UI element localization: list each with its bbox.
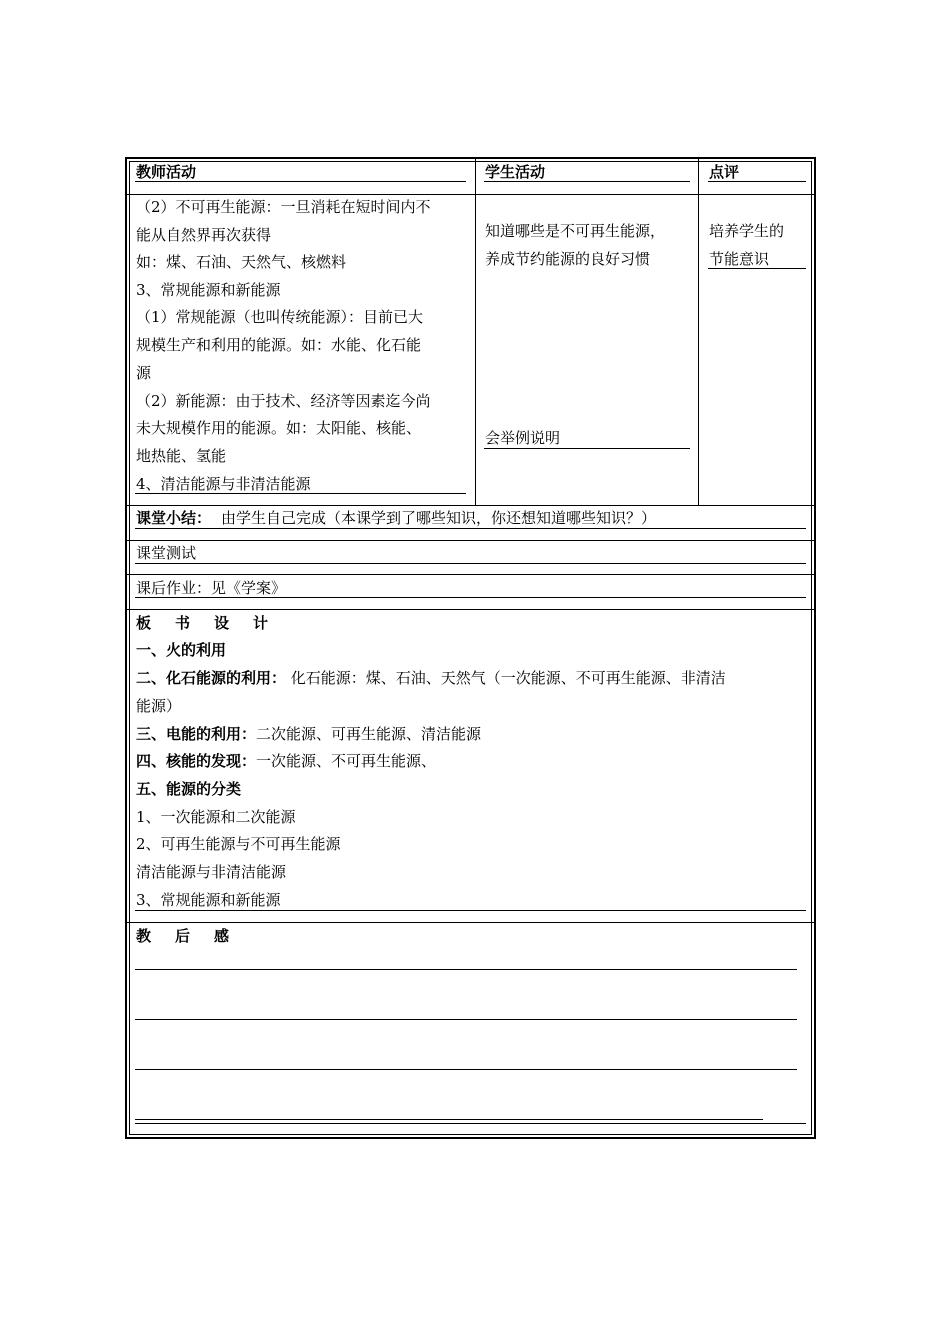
teacher-line: （2）不可再生能源：一旦消耗在短时间内不 [136, 198, 431, 216]
board-line-2 [136, 664, 726, 692]
board-line-4-text: 一次能源、不可再生能源、 [256, 752, 437, 770]
header-student: 学生活动 [485, 163, 546, 181]
homework-label: 课后作业：见《学案》 [136, 579, 287, 597]
col-divider-2 [698, 159, 699, 506]
board-line-8: 清洁能源与非清洁能源 [136, 863, 287, 881]
underline [135, 597, 806, 598]
teacher-line: 未大规模作用的能源。如：太阳能、核能、 [136, 419, 422, 437]
summary-text: 由学生自己完成（本课学到了哪些知识，你还想知道哪些知识？） [221, 509, 657, 527]
underline [135, 528, 806, 529]
board-line-2-cont: 能源） [136, 697, 182, 715]
board-line-4-bold: 四、核能的发现： [136, 752, 257, 770]
underline [135, 493, 466, 494]
writing-line [135, 1123, 806, 1124]
underline [135, 910, 806, 911]
underline [484, 448, 690, 449]
test-label: 课堂测试 [136, 544, 197, 562]
writing-line [135, 1019, 797, 1020]
board-title: 板书设计 [136, 614, 293, 632]
col-divider-1 [475, 159, 476, 506]
teacher-line: （2）新能源：由于技术、经济等因素迄今尚 [136, 392, 431, 410]
header-comment: 点评 [709, 163, 740, 181]
board-line-6: 1、一次能源和二次能源 [136, 808, 296, 826]
comment-line: 培养学生的 [709, 222, 785, 240]
underline [708, 268, 806, 269]
teacher-line: 如：煤、石油、天然气、核燃料 [136, 253, 347, 271]
board-line-2-text: 化石能源：煤、石油、天然气（一次能源、不可再生能源、非清洁 [286, 669, 726, 687]
board-line-5: 五、能源的分类 [136, 780, 242, 798]
writing-line [135, 1119, 763, 1120]
board-line-9: 3、常规能源和新能源 [136, 891, 281, 909]
board-line-3 [136, 720, 481, 748]
teacher-line: 3、常规能源和新能源 [136, 281, 281, 299]
teacher-line: （1）常规能源（也叫传统能源）：目前已大 [136, 308, 424, 326]
teacher-line: 4、清洁能源与非清洁能源 [136, 475, 311, 493]
header-teacher: 教师活动 [136, 163, 197, 181]
teacher-line: 能从自然界再次获得 [136, 226, 272, 244]
teacher-line: 源 [136, 364, 152, 382]
board-line-1: 一、火的利用 [136, 641, 227, 659]
writing-line [135, 1069, 797, 1070]
board-line-3-bold: 三、电能的利用： [136, 725, 257, 743]
teacher-line: 地热能、氢能 [136, 447, 227, 465]
board-line-7: 2、可再生能源与不可再生能源 [136, 835, 341, 853]
writing-line [135, 969, 797, 970]
underline [708, 181, 806, 182]
summary-label: 课堂小结： [136, 509, 212, 527]
student-line: 知道哪些是不可再生能源， [485, 222, 666, 240]
underline [135, 181, 466, 182]
reflection-title: 教后感 [136, 927, 254, 945]
board-line-4 [136, 747, 436, 775]
underline [135, 563, 806, 564]
underline [484, 181, 690, 182]
comment-line: 节能意识 [709, 250, 770, 268]
row-divider-test [127, 540, 814, 541]
student-example: 会举例说明 [485, 429, 561, 447]
teacher-line: 规模生产和利用的能源。如：水能、化石能 [136, 336, 422, 354]
student-line: 养成节约能源的良好习惯 [485, 250, 651, 268]
board-line-3-text: 二次能源、可再生能源、清洁能源 [256, 725, 482, 743]
board-line-2-bold: 二、化石能源的利用： [136, 669, 287, 687]
